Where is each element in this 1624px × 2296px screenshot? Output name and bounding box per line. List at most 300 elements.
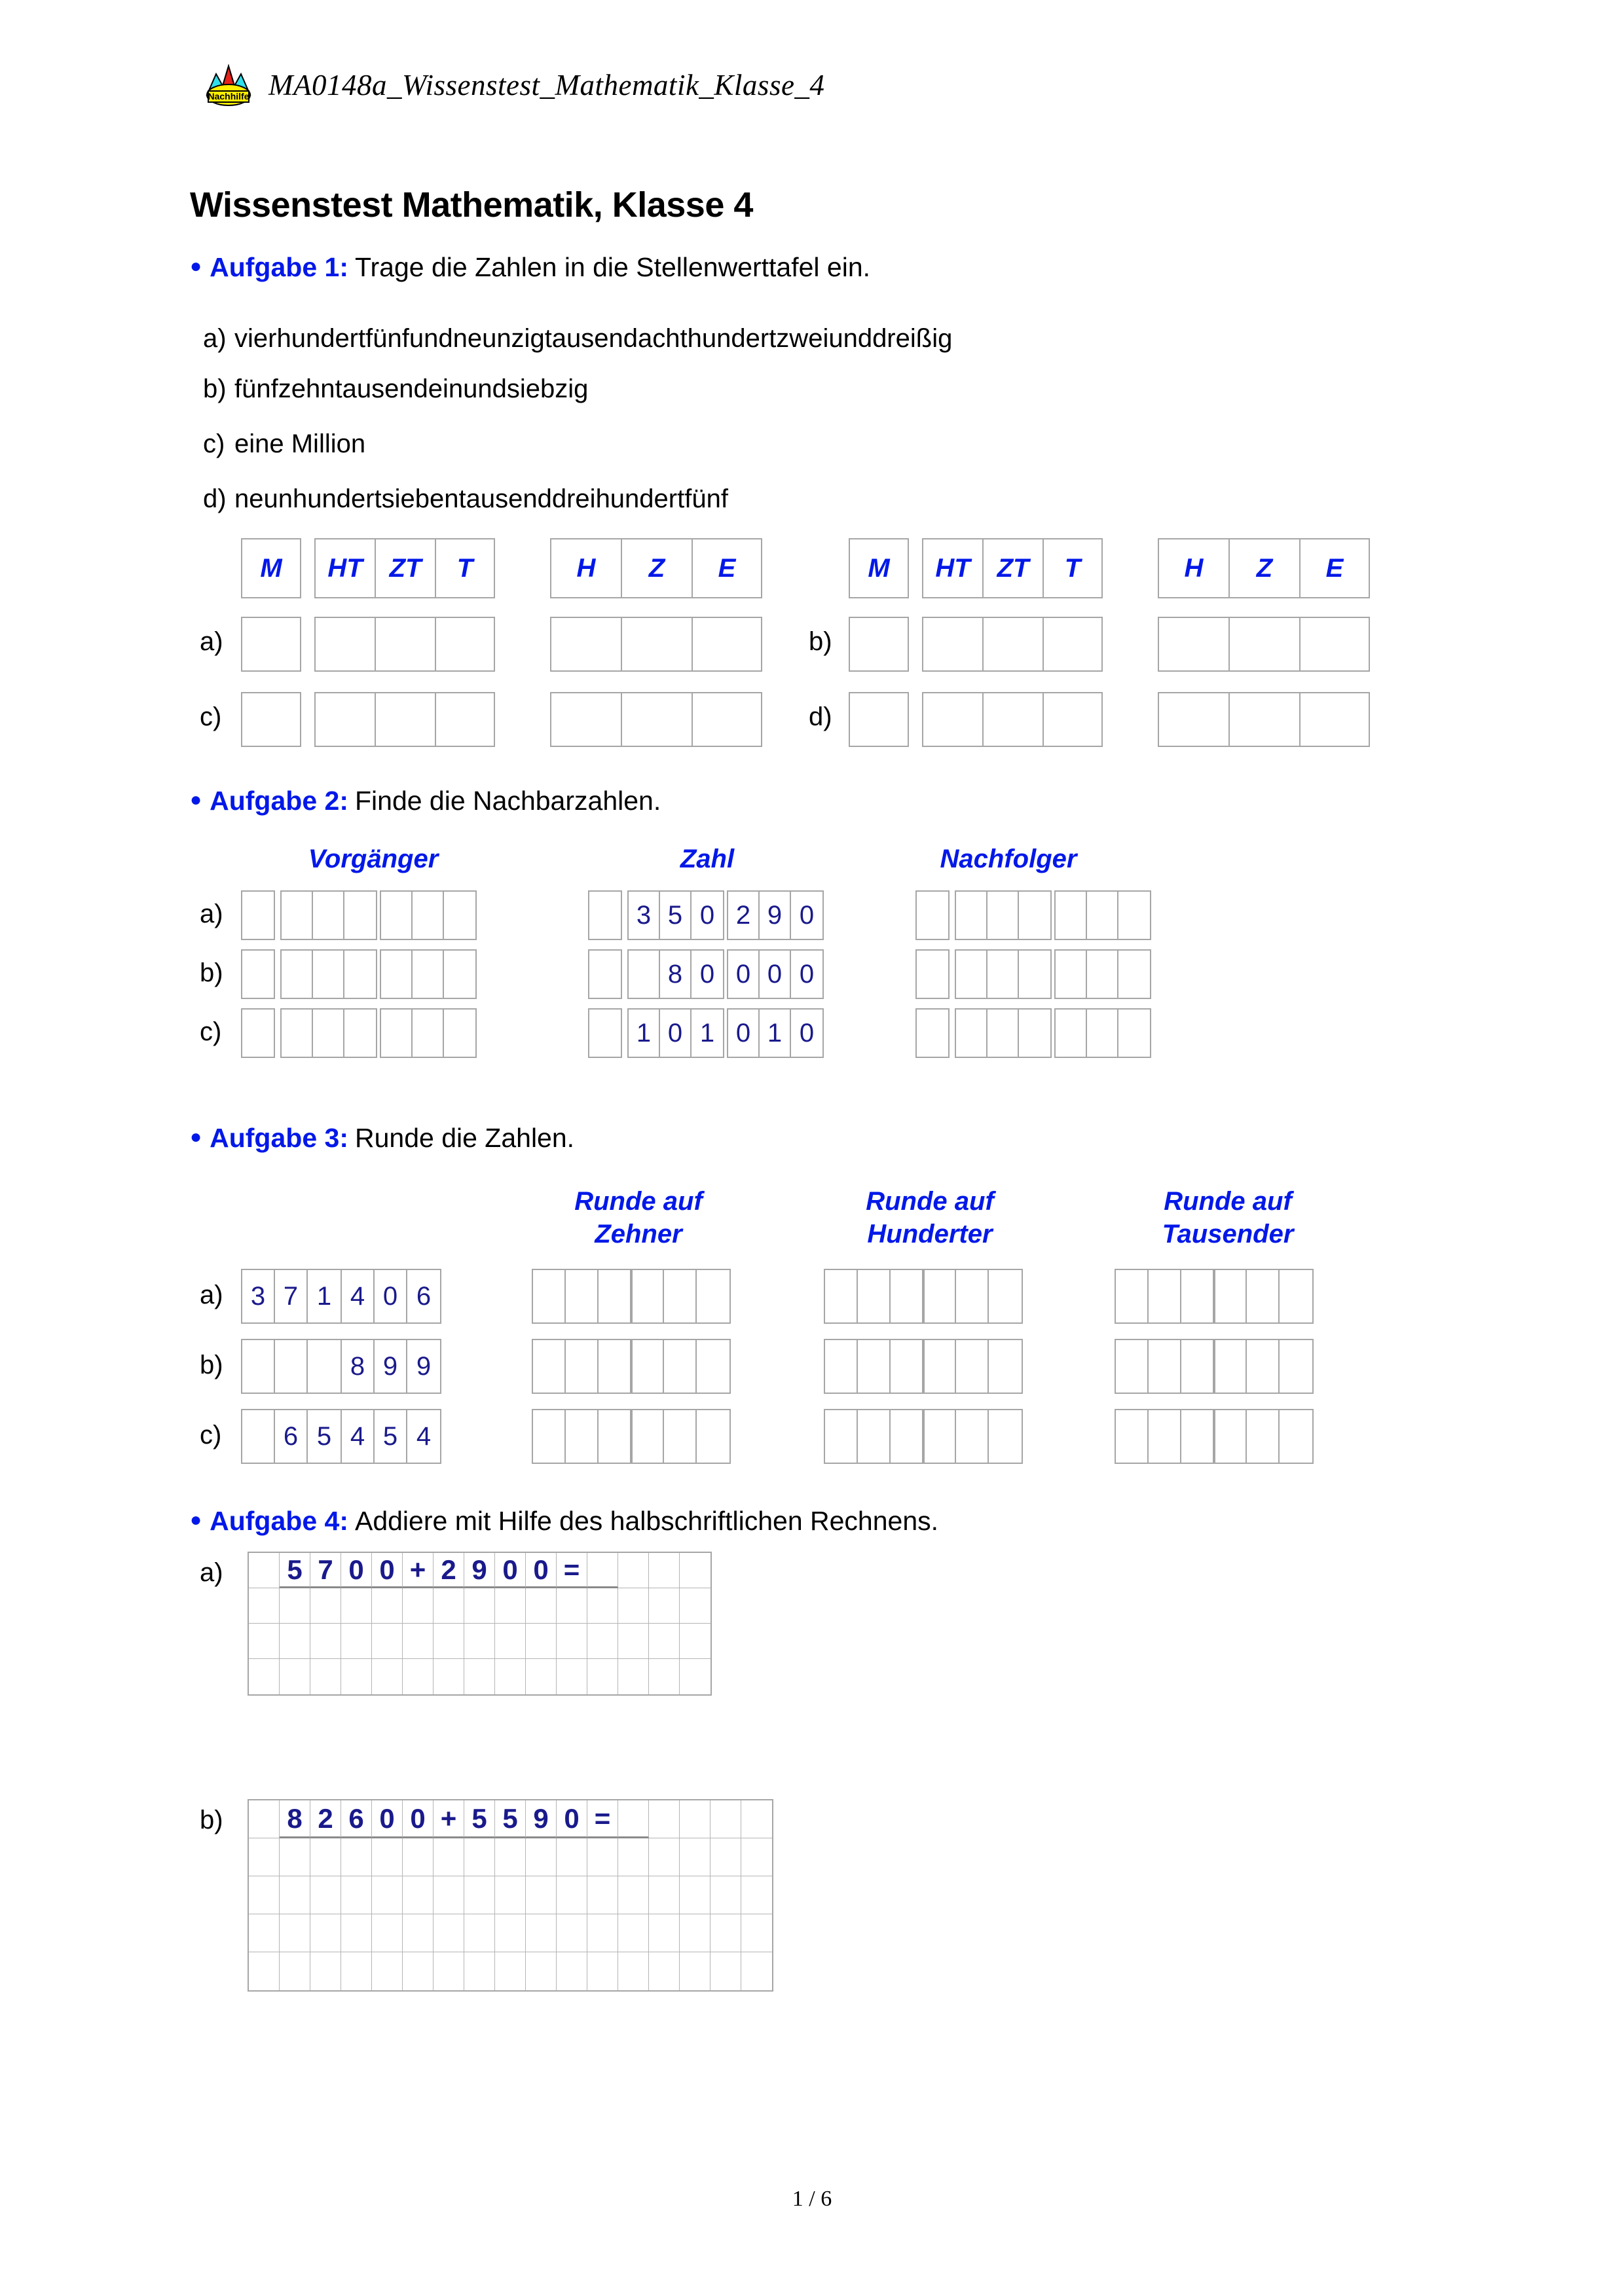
a2-r0-zahl-g2-cell-2[interactable]: 0 bbox=[699, 900, 715, 930]
a2-r1-vorgaenger-g2-cell-1[interactable] bbox=[313, 951, 344, 998]
pv-cell[interactable] bbox=[316, 693, 376, 746]
a4-grid-cell[interactable] bbox=[249, 1838, 280, 1876]
a3-r1-tausender-g1[interactable] bbox=[1115, 1339, 1215, 1394]
a3-r1-tausender-g2[interactable] bbox=[1213, 1339, 1314, 1394]
a4-grid-cell[interactable]: 0 bbox=[403, 1800, 434, 1838]
pv-row-a-M[interactable] bbox=[241, 617, 301, 672]
a2-r2-zahl-g1[interactable] bbox=[588, 1008, 622, 1058]
a4-grid-cell[interactable] bbox=[464, 1914, 495, 1952]
a3-r0-hunderter-g2-cell-0[interactable] bbox=[923, 1270, 956, 1322]
pv-cell[interactable] bbox=[376, 693, 436, 746]
a3-r2-tausender-g1-cell-1[interactable] bbox=[1149, 1410, 1181, 1463]
a4-grid-b[interactable] bbox=[248, 1799, 773, 1992]
a2-r1-nachfolger-g1-cell-0[interactable] bbox=[917, 951, 948, 998]
a4-grid-cell[interactable]: + bbox=[403, 1553, 434, 1588]
a4-grid-cell[interactable] bbox=[557, 1659, 587, 1694]
a2-r0-zahl-g3-cell-1[interactable]: 9 bbox=[760, 892, 791, 939]
a3-r2-zehner-g1-cell-0[interactable] bbox=[533, 1410, 566, 1463]
a4-grid-cell[interactable] bbox=[495, 1659, 526, 1694]
a3-r0-hunderter-g1-cell-0[interactable] bbox=[825, 1270, 858, 1322]
a4-grid-cell[interactable] bbox=[403, 1876, 434, 1914]
a2-r2-zahl-g3-cell-0[interactable]: 0 bbox=[728, 1010, 760, 1057]
pv-row-b-H-Z-E[interactable] bbox=[1158, 617, 1370, 672]
a4-grid-cell[interactable] bbox=[310, 1876, 341, 1914]
a2-r0-nachfolger-g1[interactable] bbox=[915, 890, 950, 940]
a3-r1-hunderter-g1[interactable] bbox=[824, 1339, 925, 1394]
a2-r0-zahl-g2[interactable] bbox=[627, 890, 724, 940]
a4-grid-cell[interactable] bbox=[649, 1659, 680, 1694]
a4-grid-cell[interactable] bbox=[557, 1624, 587, 1659]
a2-r0-zahl-g3[interactable] bbox=[727, 890, 824, 940]
a3-r1-hunderter-g2-cell-2[interactable] bbox=[989, 1340, 1022, 1393]
a2-r2-nachfolger-g2-cell-0[interactable] bbox=[956, 1010, 987, 1057]
a2-r1-nachfolger-g3-cell-2[interactable] bbox=[1118, 951, 1150, 998]
pv-cell[interactable] bbox=[984, 618, 1044, 670]
a4-grid-cell[interactable] bbox=[249, 1553, 280, 1588]
a3-r0-zehner-g1-cell-1[interactable] bbox=[566, 1270, 599, 1322]
a2-r0-nachfolger-g3-cell-2[interactable] bbox=[1118, 892, 1150, 939]
a4-grid-cell[interactable]: 2 bbox=[434, 1553, 464, 1588]
a3-r1-tausender-g2-cell-2[interactable] bbox=[1280, 1340, 1312, 1393]
a3-r0-zehner-g1-cell-2[interactable] bbox=[599, 1270, 631, 1322]
a3-r1-hunderter-g2-cell-1[interactable] bbox=[956, 1340, 989, 1393]
a4-grid-cell[interactable] bbox=[372, 1952, 403, 1990]
a2-r2-nachfolger-g2-cell-2[interactable] bbox=[1019, 1010, 1050, 1057]
a4-grid-cell[interactable] bbox=[280, 1952, 310, 1990]
a4-grid-cell[interactable] bbox=[649, 1588, 680, 1624]
a3-r1-zahl-g2-cell-1[interactable]: 9 bbox=[375, 1340, 407, 1393]
a3-r0-zahl-g1-cell-0[interactable]: 3 bbox=[242, 1270, 275, 1322]
a4-grid-cell[interactable] bbox=[403, 1624, 434, 1659]
a4-grid-cell[interactable]: 0 bbox=[372, 1553, 403, 1588]
a2-r0-zahl-g3-cell-2[interactable]: 0 bbox=[799, 900, 815, 930]
a3-r1-zahl-g1-cell-0[interactable] bbox=[242, 1340, 275, 1393]
a2-r0-zahl-g3-cell-0[interactable]: 2 bbox=[728, 892, 760, 939]
a2-r0-nachfolger-g2-cell-1[interactable] bbox=[987, 892, 1019, 939]
a4-grid-cell[interactable] bbox=[403, 1838, 434, 1876]
a2-r1-zahl-g3-cell-1[interactable]: 0 bbox=[760, 951, 791, 998]
a4-grid-cell[interactable] bbox=[649, 1914, 680, 1952]
pv-cell[interactable] bbox=[1230, 618, 1301, 670]
a4-grid-cell[interactable]: 5 bbox=[280, 1553, 310, 1588]
a2-r1-zahl-g3-cell-2[interactable]: 0 bbox=[799, 959, 815, 989]
a4-grid-cell[interactable] bbox=[587, 1624, 618, 1659]
a4-grid-cell[interactable] bbox=[310, 1659, 341, 1694]
a4-grid-cell[interactable] bbox=[618, 1588, 649, 1624]
a4-grid-cell[interactable] bbox=[649, 1553, 680, 1588]
a3-r0-zehner-g2-cell-2[interactable] bbox=[697, 1270, 729, 1322]
a3-r0-tausender-g1-cell-1[interactable] bbox=[1149, 1270, 1181, 1322]
a4-grid-cell[interactable] bbox=[649, 1800, 680, 1838]
a3-r2-zahl-g1-cell-1[interactable]: 6 bbox=[275, 1410, 308, 1463]
pv-cell[interactable] bbox=[1159, 618, 1230, 670]
a4-grid-cell[interactable] bbox=[310, 1952, 341, 1990]
a3-r0-zehner-g1-cell-0[interactable] bbox=[533, 1270, 566, 1322]
pv-cell[interactable] bbox=[316, 618, 376, 670]
a4-grid-cell[interactable] bbox=[680, 1588, 710, 1624]
a3-r0-hunderter-g1-cell-1[interactable] bbox=[858, 1270, 891, 1322]
a3-r0-tausender-g2-cell-1[interactable] bbox=[1247, 1270, 1280, 1322]
a4-grid-cell[interactable] bbox=[495, 1588, 526, 1624]
a2-r2-zahl-g3-cell-1[interactable]: 1 bbox=[760, 1010, 791, 1057]
a3-r1-hunderter-g1-cell-1[interactable] bbox=[858, 1340, 891, 1393]
a2-r1-zahl-g1[interactable] bbox=[588, 949, 622, 999]
a2-r0-vorgaenger-g3-cell-1[interactable] bbox=[413, 892, 444, 939]
a4-grid-cell[interactable] bbox=[495, 1624, 526, 1659]
a3-r2-zahl-g2-cell-0[interactable]: 4 bbox=[342, 1410, 375, 1463]
a3-r0-hunderter-g2-cell-1[interactable] bbox=[956, 1270, 989, 1322]
a4-grid-cell[interactable] bbox=[464, 1876, 495, 1914]
a3-r2-zehner-g1[interactable] bbox=[532, 1409, 633, 1464]
a3-r1-zahl-g1-cell-2[interactable] bbox=[308, 1340, 341, 1393]
a2-r1-vorgaenger-g2-cell-2[interactable] bbox=[344, 951, 376, 998]
a4-grid-cell[interactable] bbox=[495, 1838, 526, 1876]
a4-grid-cell[interactable] bbox=[526, 1838, 557, 1876]
a3-r0-zehner-g1[interactable] bbox=[532, 1269, 633, 1324]
a4-grid-cell[interactable] bbox=[680, 1838, 710, 1876]
a3-r2-zahl-g1-cell-0[interactable] bbox=[242, 1410, 275, 1463]
a3-r0-zahl-g2-cell-1[interactable]: 0 bbox=[375, 1270, 407, 1322]
a4-grid-cell[interactable] bbox=[464, 1659, 495, 1694]
a3-r0-zehner-g2[interactable] bbox=[630, 1269, 731, 1324]
a2-r1-vorgaenger-g3-cell-2[interactable] bbox=[444, 951, 475, 998]
a3-r1-tausender-g1-cell-0[interactable] bbox=[1116, 1340, 1149, 1393]
pv-cell[interactable] bbox=[1044, 693, 1101, 746]
a3-r0-zahl-g1[interactable] bbox=[241, 1269, 342, 1324]
a3-r2-zahl-g1-cell-2[interactable]: 5 bbox=[316, 1421, 332, 1451]
pv-cell[interactable] bbox=[1301, 618, 1369, 670]
pv-cell[interactable] bbox=[923, 693, 984, 746]
a2-r0-zahl-g1[interactable] bbox=[588, 890, 622, 940]
a2-r0-zahl-g2-cell-1[interactable]: 5 bbox=[660, 892, 692, 939]
a2-r2-nachfolger-g3-cell-0[interactable] bbox=[1056, 1010, 1087, 1057]
a4-grid-cell[interactable] bbox=[680, 1952, 710, 1990]
a4-grid-cell[interactable] bbox=[618, 1914, 649, 1952]
a4-grid-cell[interactable]: 9 bbox=[464, 1553, 495, 1588]
a4-grid-cell[interactable] bbox=[434, 1624, 464, 1659]
a2-r2-zahl-g2[interactable] bbox=[627, 1008, 724, 1058]
a4-grid-cell[interactable] bbox=[680, 1876, 710, 1914]
pv-cell[interactable] bbox=[850, 693, 908, 746]
a4-grid-cell[interactable] bbox=[587, 1914, 618, 1952]
a4-grid-cell[interactable]: 8 bbox=[280, 1800, 310, 1838]
a4-grid-cell[interactable] bbox=[249, 1624, 280, 1659]
a4-grid-cell[interactable] bbox=[587, 1876, 618, 1914]
a2-r0-zahl-g1-cell-0[interactable] bbox=[589, 892, 621, 939]
a4-grid-cell[interactable] bbox=[710, 1876, 741, 1914]
a2-r2-vorgaenger-g3-cell-0[interactable] bbox=[381, 1010, 413, 1057]
a2-r2-nachfolger-g1-cell-0[interactable] bbox=[917, 1010, 948, 1057]
a3-r1-tausender-g2-cell-1[interactable] bbox=[1247, 1340, 1280, 1393]
a4-grid-cell[interactable] bbox=[710, 1914, 741, 1952]
a2-r2-vorgaenger-g2[interactable] bbox=[280, 1008, 377, 1058]
a4-grid-cell[interactable] bbox=[341, 1952, 372, 1990]
a3-r0-zahl-g2[interactable] bbox=[341, 1269, 441, 1324]
a4-grid-cell[interactable] bbox=[310, 1624, 341, 1659]
a2-r0-vorgaenger-g1-cell-0[interactable] bbox=[242, 892, 274, 939]
a4-grid-cell[interactable] bbox=[280, 1659, 310, 1694]
a4-grid-cell[interactable] bbox=[557, 1876, 587, 1914]
a4-grid-cell[interactable] bbox=[618, 1659, 649, 1694]
a3-r2-zehner-g1-cell-2[interactable] bbox=[599, 1410, 631, 1463]
a4-grid-cell[interactable] bbox=[710, 1838, 741, 1876]
a3-r1-zehner-g1-cell-0[interactable] bbox=[533, 1340, 566, 1393]
pv-row-a-H-Z-E[interactable] bbox=[550, 617, 762, 672]
a4-grid-cell[interactable] bbox=[587, 1952, 618, 1990]
pv-cell[interactable] bbox=[1044, 618, 1101, 670]
pv-cell[interactable] bbox=[923, 618, 984, 670]
pv-cell[interactable] bbox=[1301, 693, 1369, 746]
a2-r0-zahl-g2-cell-0[interactable]: 3 bbox=[629, 892, 660, 939]
a2-r1-nachfolger-g3[interactable] bbox=[1054, 949, 1151, 999]
a4-grid-cell[interactable] bbox=[464, 1838, 495, 1876]
a4-grid-cell[interactable] bbox=[341, 1838, 372, 1876]
a3-r2-hunderter-g1-cell-0[interactable] bbox=[825, 1410, 858, 1463]
a3-r1-zehner-g2[interactable] bbox=[630, 1339, 731, 1394]
a2-r1-zahl-g2-cell-2[interactable]: 0 bbox=[699, 959, 715, 989]
pv-row-d-HT-ZT-T[interactable] bbox=[922, 692, 1103, 747]
a2-r1-zahl-g3[interactable] bbox=[727, 949, 824, 999]
a4-grid-cell[interactable] bbox=[495, 1952, 526, 1990]
a4-grid-cell[interactable] bbox=[249, 1800, 280, 1838]
a4-grid-cell[interactable] bbox=[526, 1659, 557, 1694]
a4-grid-cell[interactable]: 7 bbox=[310, 1553, 341, 1588]
a2-r2-nachfolger-g1[interactable] bbox=[915, 1008, 950, 1058]
a3-r1-zehner-g2-cell-2[interactable] bbox=[697, 1340, 729, 1393]
a4-grid-cell[interactable] bbox=[434, 1876, 464, 1914]
a4-grid-cell[interactable] bbox=[249, 1914, 280, 1952]
a4-grid-cell[interactable]: 0 bbox=[495, 1553, 526, 1588]
a4-grid-cell[interactable] bbox=[741, 1952, 772, 1990]
a2-r1-nachfolger-g3-cell-0[interactable] bbox=[1056, 951, 1087, 998]
a4-grid-cell[interactable]: 5 bbox=[464, 1800, 495, 1838]
pv-cell[interactable] bbox=[242, 618, 300, 670]
a2-r1-vorgaenger-g2-cell-0[interactable] bbox=[282, 951, 313, 998]
a2-r0-vorgaenger-g3-cell-0[interactable] bbox=[381, 892, 413, 939]
a2-r2-vorgaenger-g2-cell-1[interactable] bbox=[313, 1010, 344, 1057]
a2-r0-nachfolger-g3-cell-1[interactable] bbox=[1087, 892, 1118, 939]
a3-r0-hunderter-g2-cell-2[interactable] bbox=[989, 1270, 1022, 1322]
a3-r2-tausender-g2[interactable] bbox=[1213, 1409, 1314, 1464]
a4-grid-cell[interactable] bbox=[434, 1588, 464, 1624]
a3-r2-tausender-g1[interactable] bbox=[1115, 1409, 1215, 1464]
a4-grid-cell[interactable] bbox=[464, 1952, 495, 1990]
pv-cell[interactable] bbox=[622, 693, 693, 746]
a4-grid-cell[interactable]: 0 bbox=[372, 1800, 403, 1838]
a4-grid-cell[interactable] bbox=[618, 1800, 649, 1838]
a4-grid-cell[interactable] bbox=[434, 1659, 464, 1694]
a3-r1-tausender-g1-cell-1[interactable] bbox=[1149, 1340, 1181, 1393]
a2-r0-nachfolger-g2[interactable] bbox=[955, 890, 1052, 940]
a2-r1-nachfolger-g1[interactable] bbox=[915, 949, 950, 999]
a4-grid-cell[interactable]: 0 bbox=[557, 1800, 587, 1838]
a2-r2-vorgaenger-g1[interactable] bbox=[241, 1008, 275, 1058]
a4-grid-cell[interactable] bbox=[649, 1876, 680, 1914]
a3-r2-tausender-g1-cell-2[interactable] bbox=[1181, 1410, 1214, 1463]
a4-grid-cell[interactable] bbox=[680, 1914, 710, 1952]
a2-r1-nachfolger-g2-cell-1[interactable] bbox=[987, 951, 1019, 998]
a4-grid-cell[interactable] bbox=[341, 1914, 372, 1952]
a2-r0-nachfolger-g2-cell-2[interactable] bbox=[1019, 892, 1050, 939]
a3-r2-zahl-g2-cell-1[interactable]: 5 bbox=[375, 1410, 407, 1463]
a4-grid-cell[interactable] bbox=[249, 1659, 280, 1694]
a3-r2-zahl-g2-cell-2[interactable]: 4 bbox=[416, 1421, 432, 1451]
a4-grid-cell[interactable] bbox=[403, 1588, 434, 1624]
a2-r2-nachfolger-g3-cell-2[interactable] bbox=[1118, 1010, 1150, 1057]
a4-grid-cell[interactable] bbox=[249, 1876, 280, 1914]
a2-r2-zahl-g3-cell-2[interactable]: 0 bbox=[799, 1018, 815, 1048]
a4-grid-cell[interactable] bbox=[526, 1624, 557, 1659]
a4-grid-cell[interactable] bbox=[557, 1914, 587, 1952]
a2-r2-nachfolger-g3-cell-1[interactable] bbox=[1087, 1010, 1118, 1057]
a4-grid-cell[interactable] bbox=[310, 1588, 341, 1624]
a3-r0-hunderter-g2[interactable] bbox=[922, 1269, 1023, 1324]
a4-grid-cell[interactable] bbox=[341, 1876, 372, 1914]
pv-row-d-H-Z-E[interactable] bbox=[1158, 692, 1370, 747]
pv-row-c-H-Z-E[interactable] bbox=[550, 692, 762, 747]
a4-grid-cell[interactable]: = bbox=[587, 1800, 618, 1838]
a4-grid-cell[interactable]: + bbox=[434, 1800, 464, 1838]
a2-r0-vorgaenger-g3-cell-2[interactable] bbox=[444, 892, 475, 939]
a2-r0-vorgaenger-g1[interactable] bbox=[241, 890, 275, 940]
a2-r1-vorgaenger-g3[interactable] bbox=[380, 949, 477, 999]
a2-r2-vorgaenger-g1-cell-0[interactable] bbox=[242, 1010, 274, 1057]
a2-r2-vorgaenger-g3-cell-1[interactable] bbox=[413, 1010, 444, 1057]
a4-grid-cell[interactable] bbox=[680, 1659, 710, 1694]
a2-r1-nachfolger-g3-cell-1[interactable] bbox=[1087, 951, 1118, 998]
a4-grid-cell[interactable] bbox=[526, 1588, 557, 1624]
a2-r1-vorgaenger-g2[interactable] bbox=[280, 949, 377, 999]
a3-r2-tausender-g2-cell-2[interactable] bbox=[1280, 1410, 1312, 1463]
a4-grid-cell[interactable] bbox=[249, 1588, 280, 1624]
a3-r1-zahl-g2[interactable] bbox=[341, 1339, 441, 1394]
pv-cell[interactable] bbox=[436, 618, 494, 670]
pv-cell[interactable] bbox=[693, 693, 761, 746]
a3-r1-zehner-g1-cell-1[interactable] bbox=[566, 1340, 599, 1393]
a4-grid-cell[interactable] bbox=[680, 1800, 710, 1838]
a4-grid-cell[interactable] bbox=[310, 1838, 341, 1876]
a4-grid-cell[interactable] bbox=[434, 1952, 464, 1990]
a2-r0-nachfolger-g1-cell-0[interactable] bbox=[917, 892, 948, 939]
a3-r1-zehner-g2-cell-1[interactable] bbox=[664, 1340, 697, 1393]
a3-r2-hunderter-g2-cell-1[interactable] bbox=[956, 1410, 989, 1463]
a3-r2-hunderter-g1-cell-1[interactable] bbox=[858, 1410, 891, 1463]
a4-grid-cell[interactable] bbox=[280, 1588, 310, 1624]
pv-cell[interactable] bbox=[850, 618, 908, 670]
a4-grid-cell[interactable]: = bbox=[557, 1553, 587, 1588]
a4-grid-cell[interactable]: 6 bbox=[341, 1800, 372, 1838]
a3-r2-hunderter-g1-cell-2[interactable] bbox=[891, 1410, 923, 1463]
a3-r0-tausender-g1[interactable] bbox=[1115, 1269, 1215, 1324]
a3-r1-tausender-g1-cell-2[interactable] bbox=[1181, 1340, 1214, 1393]
a4-grid-cell[interactable] bbox=[526, 1876, 557, 1914]
a4-grid-cell[interactable] bbox=[618, 1952, 649, 1990]
a2-r1-zahl-g2-cell-0[interactable] bbox=[629, 951, 660, 998]
a4-grid-cell[interactable] bbox=[680, 1553, 710, 1588]
a4-grid-cell[interactable] bbox=[280, 1624, 310, 1659]
a4-grid-cell[interactable] bbox=[372, 1914, 403, 1952]
a3-r2-hunderter-g2-cell-2[interactable] bbox=[989, 1410, 1022, 1463]
pv-cell[interactable] bbox=[551, 693, 622, 746]
a4-grid-cell[interactable] bbox=[618, 1553, 649, 1588]
a2-r0-nachfolger-g3-cell-0[interactable] bbox=[1056, 892, 1087, 939]
a2-r2-vorgaenger-g2-cell-0[interactable] bbox=[282, 1010, 313, 1057]
a4-grid-a[interactable] bbox=[248, 1552, 712, 1696]
a2-r2-zahl-g2-cell-0[interactable]: 1 bbox=[629, 1010, 660, 1057]
a3-r2-zehner-g1-cell-1[interactable] bbox=[566, 1410, 599, 1463]
a2-r0-vorgaenger-g2-cell-1[interactable] bbox=[313, 892, 344, 939]
pv-row-c-HT-ZT-T[interactable] bbox=[314, 692, 495, 747]
a3-r0-zahl-g2-cell-2[interactable]: 6 bbox=[416, 1281, 432, 1311]
a2-r0-vorgaenger-g2[interactable] bbox=[280, 890, 377, 940]
a3-r2-zehner-g2-cell-2[interactable] bbox=[697, 1410, 729, 1463]
a3-r1-zehner-g1-cell-2[interactable] bbox=[599, 1340, 631, 1393]
a2-r1-vorgaenger-g3-cell-0[interactable] bbox=[381, 951, 413, 998]
a2-r1-vorgaenger-g1-cell-0[interactable] bbox=[242, 951, 274, 998]
a4-grid-cell[interactable] bbox=[341, 1624, 372, 1659]
a4-grid-cell[interactable] bbox=[280, 1838, 310, 1876]
a3-r1-hunderter-g2-cell-0[interactable] bbox=[923, 1340, 956, 1393]
a2-r1-nachfolger-g2-cell-0[interactable] bbox=[956, 951, 987, 998]
a2-r2-nachfolger-g2-cell-1[interactable] bbox=[987, 1010, 1019, 1057]
a4-grid-cell[interactable] bbox=[557, 1588, 587, 1624]
a2-r2-zahl-g1-cell-0[interactable] bbox=[589, 1010, 621, 1057]
a4-grid-cell[interactable] bbox=[464, 1588, 495, 1624]
a3-r1-zahl-g2-cell-0[interactable]: 8 bbox=[342, 1340, 375, 1393]
a4-grid-cell[interactable] bbox=[587, 1838, 618, 1876]
a4-grid-cell[interactable] bbox=[372, 1876, 403, 1914]
a2-r2-vorgaenger-g3[interactable] bbox=[380, 1008, 477, 1058]
a3-r0-zahl-g1-cell-1[interactable]: 7 bbox=[275, 1270, 308, 1322]
pv-cell[interactable] bbox=[1159, 693, 1230, 746]
a2-r2-nachfolger-g2[interactable] bbox=[955, 1008, 1052, 1058]
a3-r1-zahl-g1[interactable] bbox=[241, 1339, 342, 1394]
pv-cell[interactable] bbox=[984, 693, 1044, 746]
a3-r1-tausender-g2-cell-0[interactable] bbox=[1214, 1340, 1247, 1393]
a3-r2-zahl-g2[interactable] bbox=[341, 1409, 441, 1464]
a3-r1-hunderter-g2[interactable] bbox=[922, 1339, 1023, 1394]
a4-grid-cell[interactable] bbox=[649, 1952, 680, 1990]
a4-grid-cell[interactable] bbox=[280, 1876, 310, 1914]
a4-grid-cell[interactable]: 9 bbox=[526, 1800, 557, 1838]
a3-r2-hunderter-g1[interactable] bbox=[824, 1409, 925, 1464]
a2-r1-zahl-g2-cell-1[interactable]: 8 bbox=[660, 951, 692, 998]
a4-grid-cell[interactable] bbox=[495, 1876, 526, 1914]
a3-r1-zahl-g2-cell-2[interactable]: 9 bbox=[416, 1351, 432, 1381]
a4-grid-cell[interactable] bbox=[587, 1588, 618, 1624]
a2-r1-nachfolger-g2-cell-2[interactable] bbox=[1019, 951, 1050, 998]
a3-r1-zehner-g1[interactable] bbox=[532, 1339, 633, 1394]
pv-cell[interactable] bbox=[1230, 693, 1301, 746]
a3-r0-tausender-g2[interactable] bbox=[1213, 1269, 1314, 1324]
pv-row-b-M[interactable] bbox=[849, 617, 909, 672]
a2-r1-nachfolger-g2[interactable] bbox=[955, 949, 1052, 999]
a3-r0-hunderter-g1[interactable] bbox=[824, 1269, 925, 1324]
pv-row-b-HT-ZT-T[interactable] bbox=[922, 617, 1103, 672]
a4-grid-cell[interactable] bbox=[557, 1952, 587, 1990]
a3-r2-tausender-g2-cell-0[interactable] bbox=[1214, 1410, 1247, 1463]
a4-grid-cell[interactable] bbox=[372, 1624, 403, 1659]
a2-r1-vorgaenger-g3-cell-1[interactable] bbox=[413, 951, 444, 998]
a4-grid-cell[interactable] bbox=[310, 1914, 341, 1952]
a2-r1-zahl-g1-cell-0[interactable] bbox=[589, 951, 621, 998]
a2-r0-vorgaenger-g3[interactable] bbox=[380, 890, 477, 940]
a4-grid-cell[interactable] bbox=[372, 1838, 403, 1876]
a4-grid-cell[interactable] bbox=[434, 1914, 464, 1952]
a4-grid-cell[interactable] bbox=[526, 1952, 557, 1990]
a2-r2-nachfolger-g3[interactable] bbox=[1054, 1008, 1151, 1058]
a4-grid-cell[interactable] bbox=[618, 1624, 649, 1659]
